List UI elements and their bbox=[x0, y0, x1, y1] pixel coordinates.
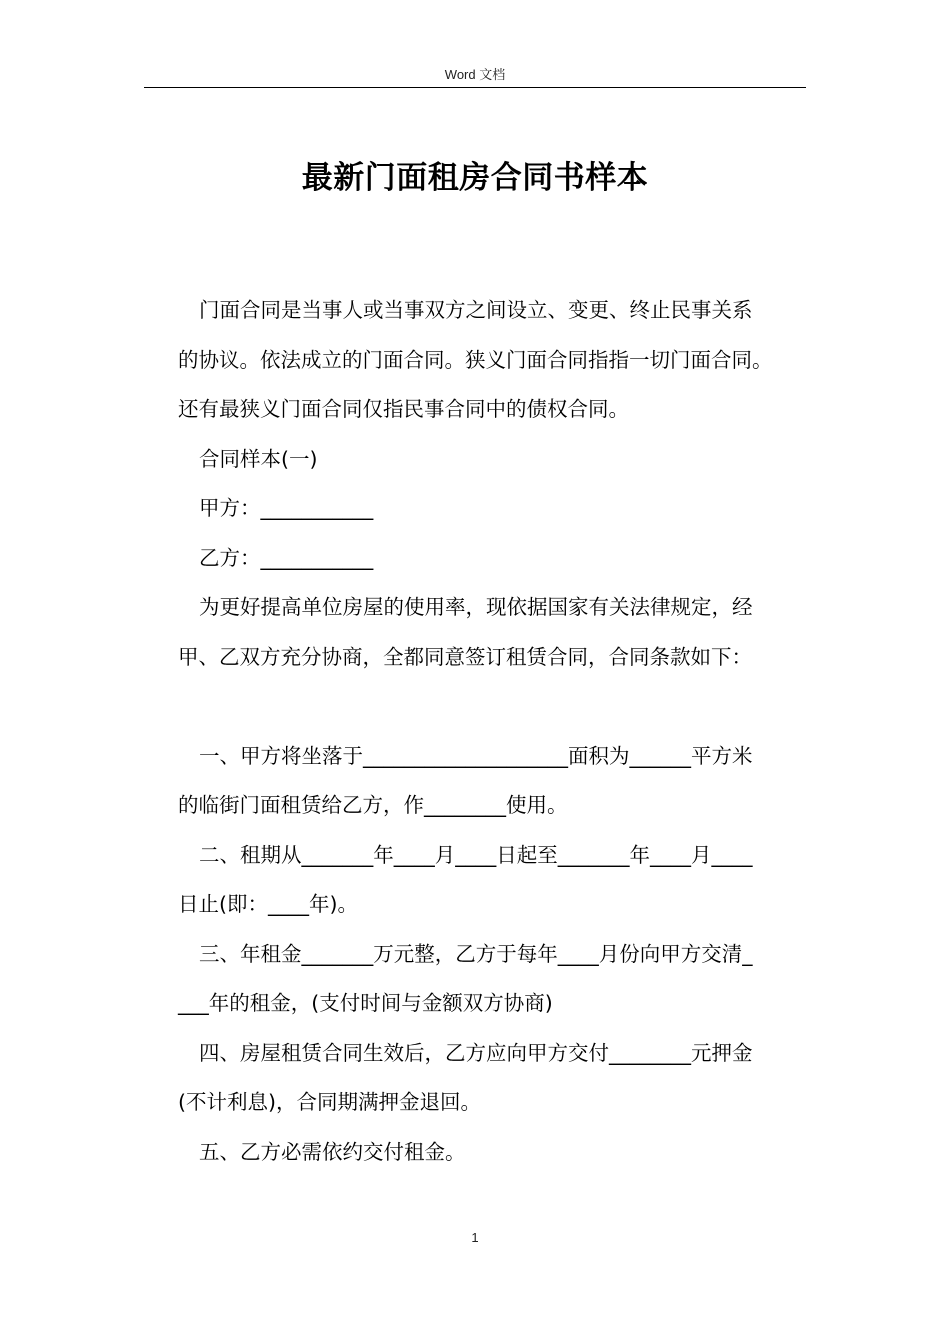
clause-line: (不计利息)，合同期满押金退回。 bbox=[178, 1090, 481, 1114]
page-number: 1 bbox=[471, 1230, 479, 1245]
clause-line: 的临街门面租赁给乙方，作________使用。 bbox=[178, 793, 568, 817]
sample-heading: 合同样本(一) bbox=[199, 446, 318, 471]
paragraph-line: 为更好提高单位房屋的使用率，现依据国家有关法律规定，经 bbox=[199, 595, 753, 619]
party-a-line: 甲方：___________ bbox=[199, 496, 374, 520]
clause-line: 二、租期从_______年____月____日起至_______年____月____ bbox=[199, 842, 753, 867]
document-body bbox=[178, 286, 808, 1177]
paragraph-line: 甲、乙双方充分协商，全都同意签订租赁合同，合同条款如下： bbox=[178, 644, 752, 669]
clause-line: ___年的租金，(支付时间与金额双方协商) bbox=[178, 991, 553, 1015]
clause-line: 日止(即：____年)。 bbox=[178, 892, 358, 916]
paragraph-line: 的协议。依法成立的门面合同。狭义门面合同指指一切门面合同。 bbox=[178, 347, 773, 372]
document-title: 最新门面租房合同书样本 bbox=[301, 160, 649, 196]
clause-line: 四、房屋租赁合同生效后，乙方应向甲方交付________元押金 bbox=[199, 1040, 753, 1065]
page-header-label: Word 文档 bbox=[444, 67, 506, 82]
paragraph-line: 还有最狭义门面合同仅指民事合同中的债权合同。 bbox=[178, 397, 629, 421]
clause-line: 三、年租金_______万元整，乙方于每年____月份向甲方交清_ bbox=[199, 941, 753, 966]
blank-spacer bbox=[178, 682, 808, 732]
clause-line: 一、甲方将坐落于____________________面积为______平方米 bbox=[199, 743, 753, 768]
clause-line: 五、乙方必需依约交付租金。 bbox=[199, 1139, 466, 1164]
header-divider bbox=[144, 87, 806, 88]
party-b-line: 乙方：___________ bbox=[199, 545, 374, 570]
paragraph-line: 门面合同是当事人或当事双方之间设立、变更、终止民事关系 bbox=[199, 298, 753, 322]
